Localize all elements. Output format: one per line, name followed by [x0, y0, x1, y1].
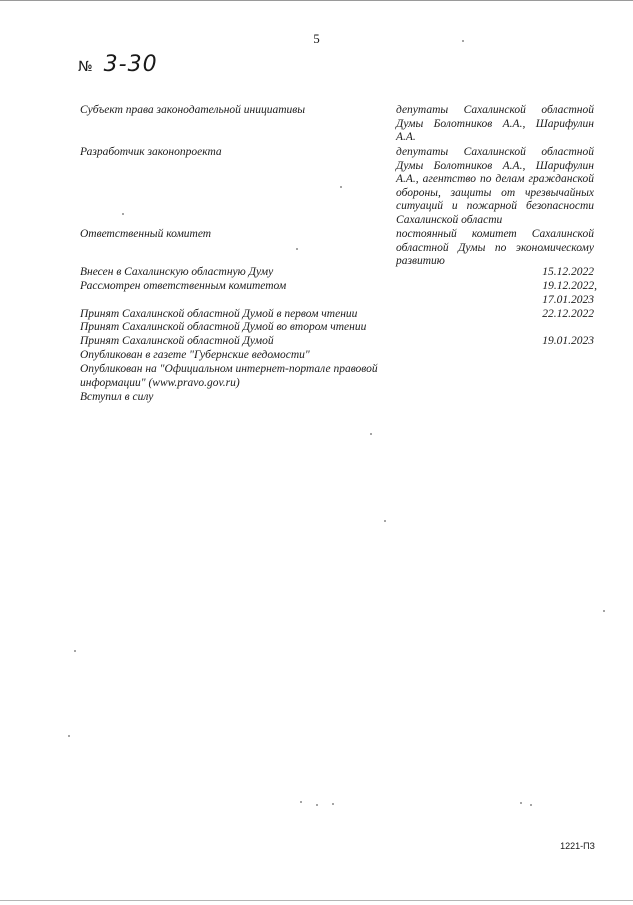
committee-label: Ответственный комитет	[80, 228, 212, 240]
scan-speck	[370, 433, 372, 435]
subject-value: депутаты Сахалинской областной Думы Болотников А.А., Шарифулин А.А.	[396, 104, 594, 144]
adopted-date: 19.01.2023	[542, 335, 594, 347]
scan-speck	[68, 735, 70, 737]
developer-label: Разработчик законопроекта	[80, 146, 222, 158]
scan-speck	[122, 213, 124, 215]
number-sign: №	[78, 59, 93, 75]
reviewed-date-1: 19.12.2022,	[542, 280, 597, 292]
footer-document-code: 1221-ПЗ	[560, 841, 595, 851]
scan-speck	[340, 186, 342, 188]
reviewed-date-2: 17.01.2023	[542, 294, 594, 306]
committee-value: постоянный комитет Сахалинской областной Думы по экономическому развитию	[396, 228, 594, 268]
scan-speck	[520, 802, 522, 804]
reviewed-label: Рассмотрен ответственным комитетом	[80, 280, 287, 292]
published-gazette-label: Опубликован в газете "Губернские ведомости"	[80, 349, 310, 361]
published-portal-label-line-2: информации" (www.pravo.gov.ru)	[80, 377, 240, 389]
in-force-label: Вступил в силу	[80, 391, 154, 403]
page-number: 5	[313, 31, 320, 46]
scan-speck	[603, 610, 605, 612]
first-reading-label: Принят Сахалинской областной Думой в первом чтении	[80, 308, 358, 320]
subject-label: Субъект права законодательной инициативы	[80, 104, 306, 116]
scan-speck	[462, 40, 464, 42]
scan-speck	[296, 248, 298, 250]
submitted-label: Внесен в Сахалинскую областную Думу	[80, 266, 274, 278]
scan-speck	[316, 804, 318, 806]
scan-bottom-edge	[0, 900, 633, 901]
handwritten-document-number	[78, 52, 158, 77]
submitted-date: 15.12.2022	[542, 266, 594, 278]
first-reading-date: 22.12.2022	[542, 308, 594, 320]
scan-speck	[384, 520, 386, 522]
scan-speck	[332, 803, 334, 805]
document-number-value: 3-30	[103, 52, 158, 77]
developer-value: депутаты Сахалинской областной Думы Болотников А.А., Шарифулин А.А., агентство по делам гражданской обороны, защиты от чрезвычайных ситуаций и пожарной безопасности Сахалинской области	[396, 146, 594, 226]
second-reading-label: Принят Сахалинской областной Думой во втором чтении	[80, 321, 367, 333]
published-portal-label-line-1: Опубликован на "Официальном интернет-портале правовой	[80, 363, 378, 375]
scan-top-edge	[0, 0, 633, 1]
scan-speck	[530, 804, 532, 806]
scan-speck	[74, 650, 76, 652]
adopted-label: Принят Сахалинской областной Думой	[80, 335, 274, 347]
scan-speck	[300, 801, 302, 803]
